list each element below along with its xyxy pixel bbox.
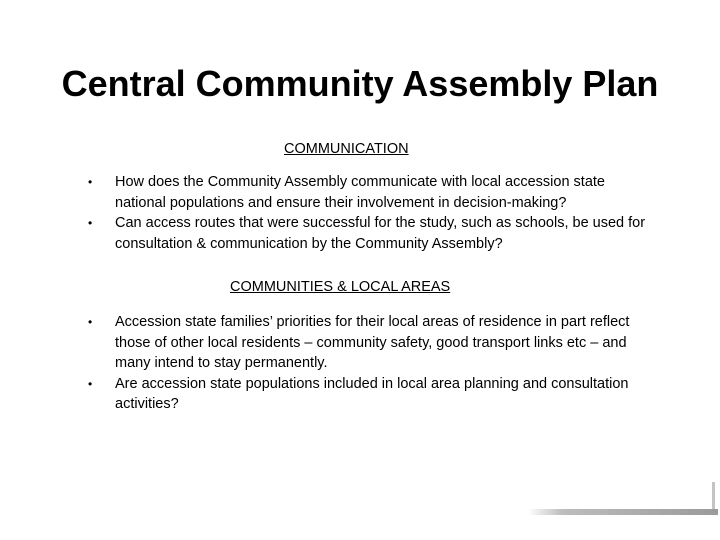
communication-bullet-1-text: How does the Community Assembly communicate with local accession state national populations and ensure their involvement in decision-making? — [115, 174, 605, 211]
communities-local-areas-heading: COMMUNITIES & LOCAL AREAS — [230, 279, 451, 295]
bullet-marker: • — [88, 376, 93, 391]
communication-bullet-2-text: Can access routes that were successful for the study, such as schools, be used for consultation & communication by the Community Assembly? — [115, 215, 646, 252]
communities-bullet-2-text: Are accession state populations included in local area planning and consultation activities? — [115, 375, 629, 412]
communication-heading: COMMUNICATION — [284, 141, 409, 157]
communities-bullet-1-text: Accession state families’ priorities for their local areas of residence in part reflect those of other local residents – community safety, good transport links etc – and many intend to stay permanently. — [115, 314, 630, 371]
communication-bullet-list — [88, 172, 658, 254]
slide-title: Central Community Assembly Plan — [61, 63, 659, 104]
communities-bullet-2 — [88, 374, 658, 415]
communication-bullet-2 — [88, 213, 658, 254]
bullet-marker: • — [88, 216, 93, 230]
bullet-marker: • — [88, 315, 93, 329]
communities-bullet-1 — [88, 312, 658, 374]
bullet-marker: • — [88, 175, 93, 189]
communities-bullet-list — [88, 312, 658, 415]
footer-gradient-bar — [528, 509, 718, 515]
communication-bullet-1 — [88, 172, 658, 213]
footer-vertical-accent — [712, 482, 715, 509]
